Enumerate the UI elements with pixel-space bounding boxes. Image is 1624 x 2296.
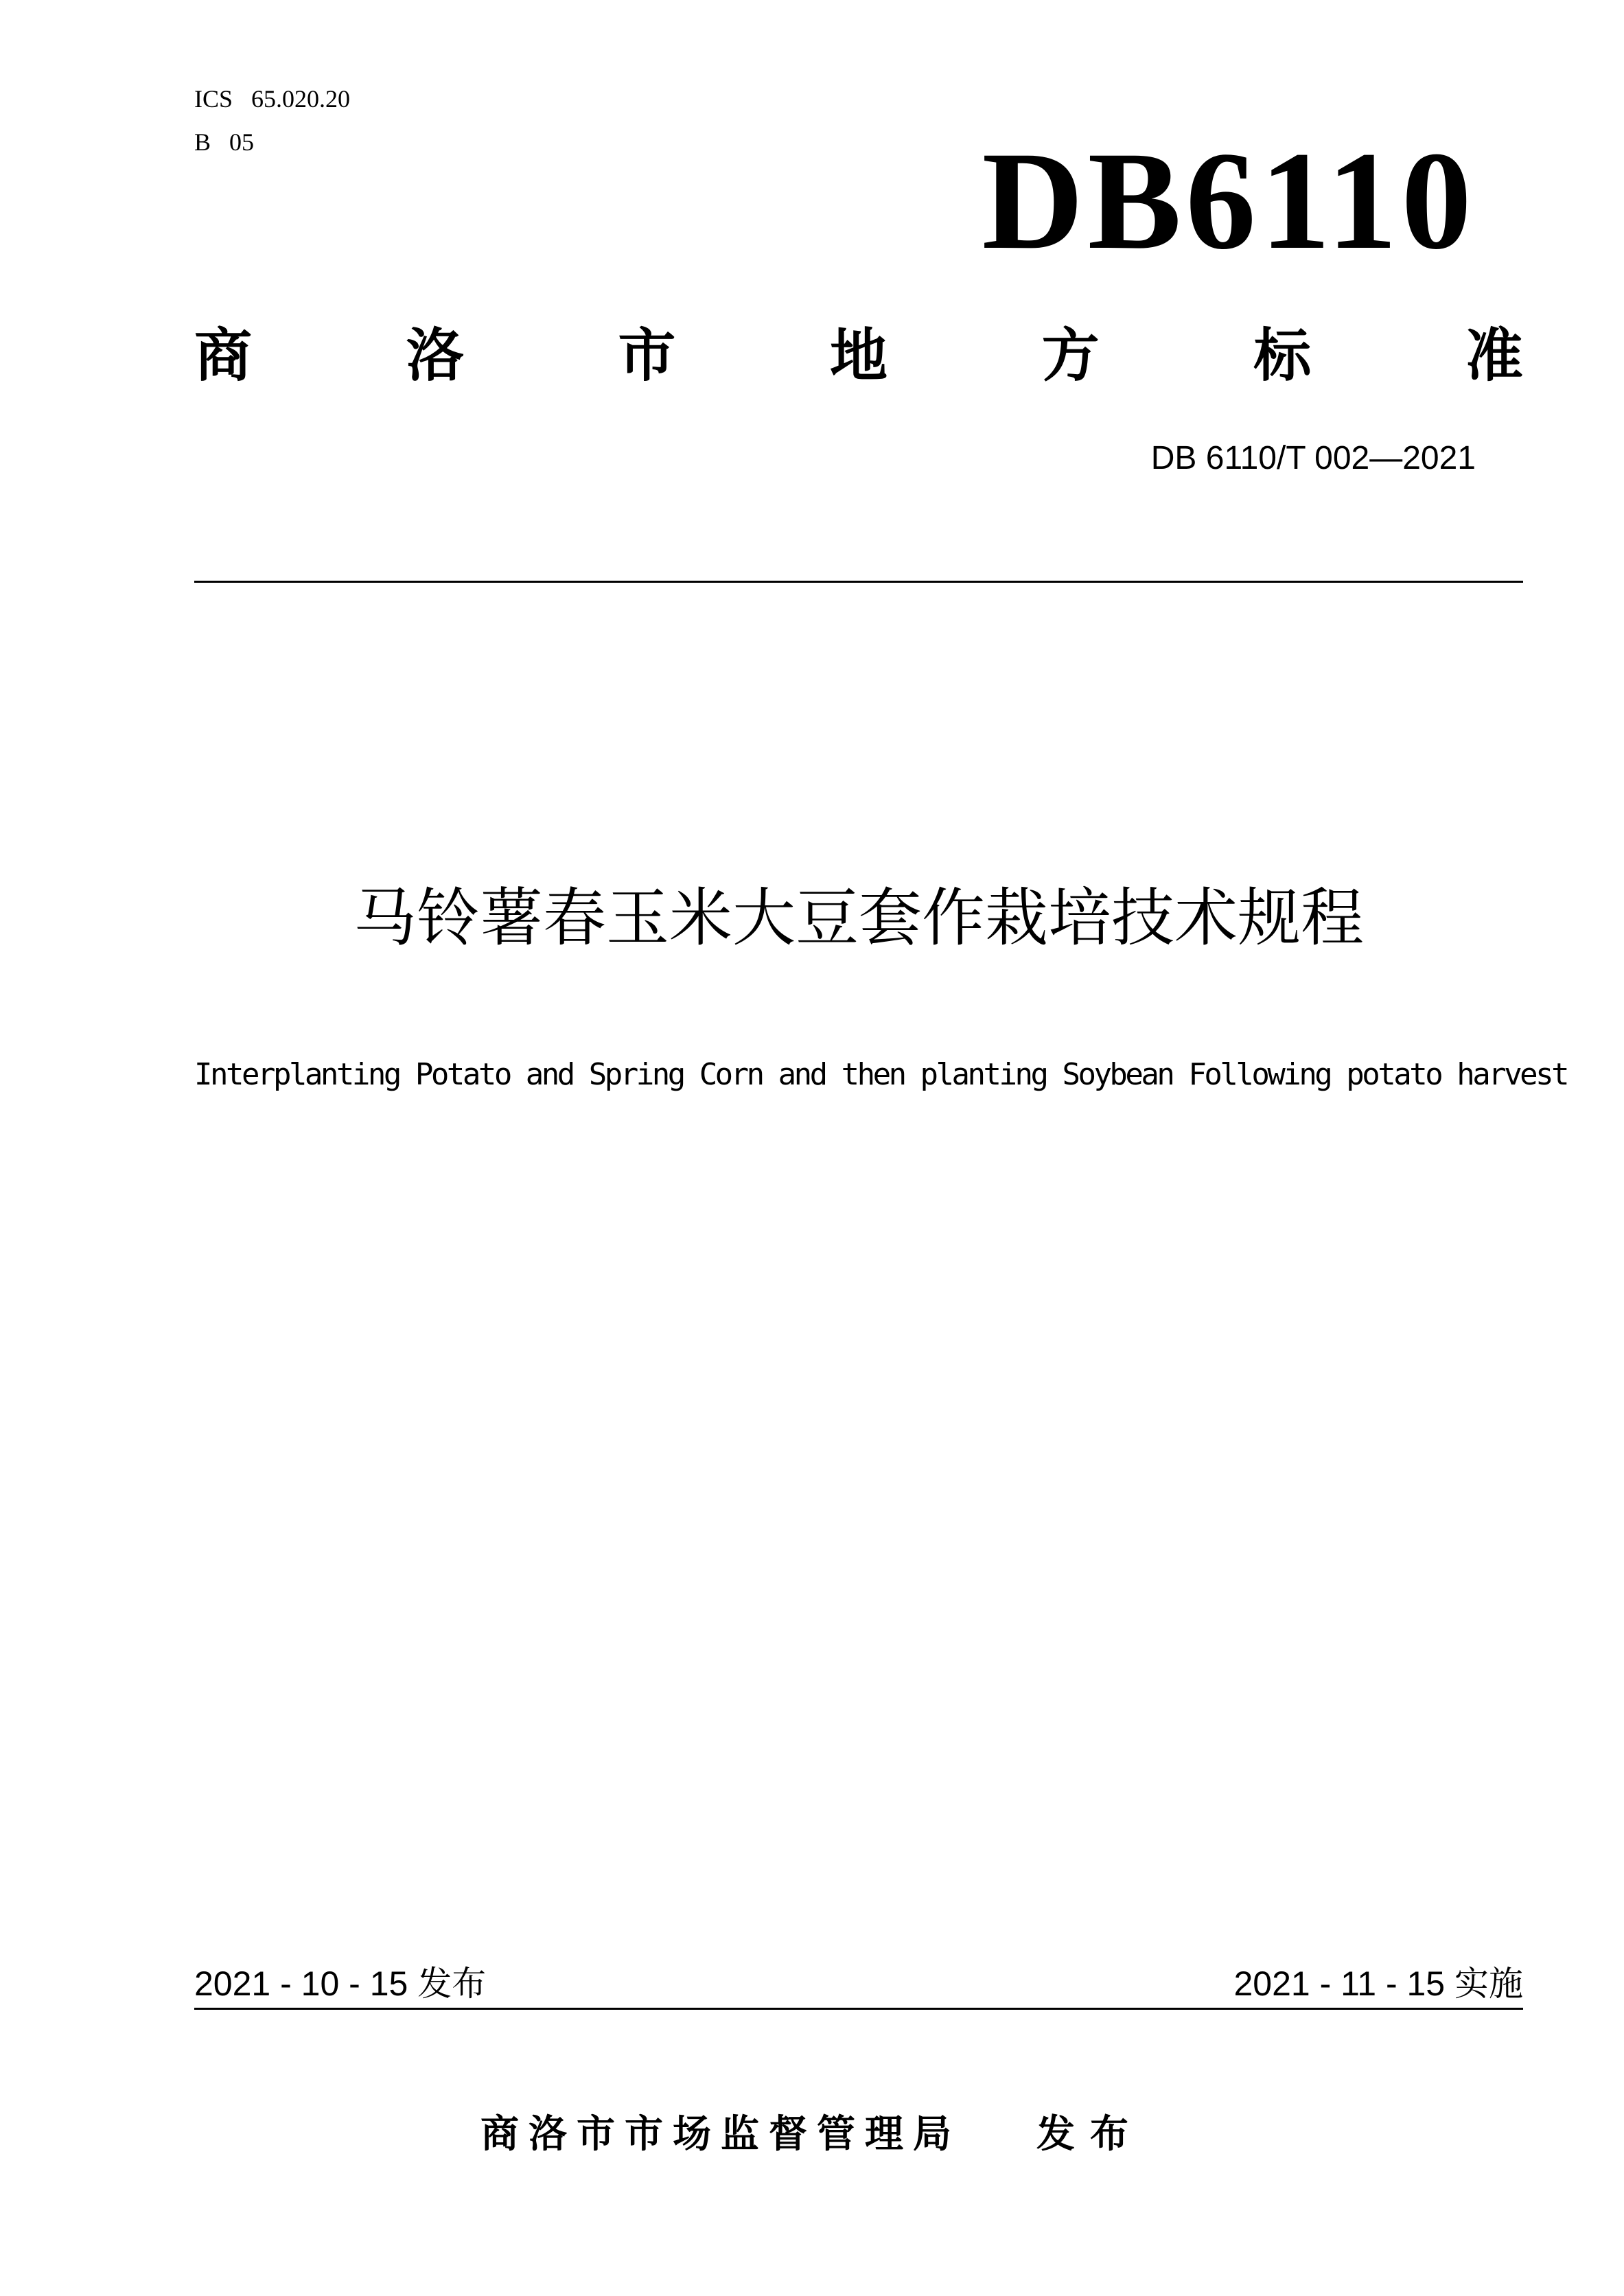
effective-date: 2021 - 11 - 15 实施: [1233, 1964, 1523, 2003]
standard-type-char: 准: [1465, 322, 1523, 389]
standard-type-char: 商: [194, 322, 253, 389]
top-divider: [194, 581, 1523, 583]
classification-code: B 05: [194, 128, 255, 156]
standard-type-char: 标: [1253, 322, 1312, 389]
issuer-line: [0, 2107, 1624, 2162]
title-english: Interplanting Potato and Spring Corn and then planting Soybean Following potato harvest: [194, 1057, 1568, 1092]
standard-number: DB 6110/T 002—2021: [1150, 440, 1476, 476]
db-mark: DB6110: [982, 123, 1476, 279]
standard-type-char: 地: [829, 322, 888, 389]
ics-code: ICS 65.020.20: [194, 85, 351, 113]
issuer-name: 商洛市市场监督管理局: [480, 2112, 961, 2157]
issue-date: 2021 - 10 - 15 发布: [194, 1964, 487, 2003]
standard-type-char: 市: [618, 322, 676, 389]
issuer-action: 发布: [1036, 2112, 1144, 2157]
standard-type-char: 洛: [406, 322, 464, 389]
title-chinese: 马铃薯春玉米大豆套作栽培技术规程: [353, 881, 1364, 955]
standard-type-heading: [194, 321, 1523, 390]
standard-type-char: 方: [1041, 322, 1100, 389]
bottom-divider: [194, 2008, 1523, 2010]
